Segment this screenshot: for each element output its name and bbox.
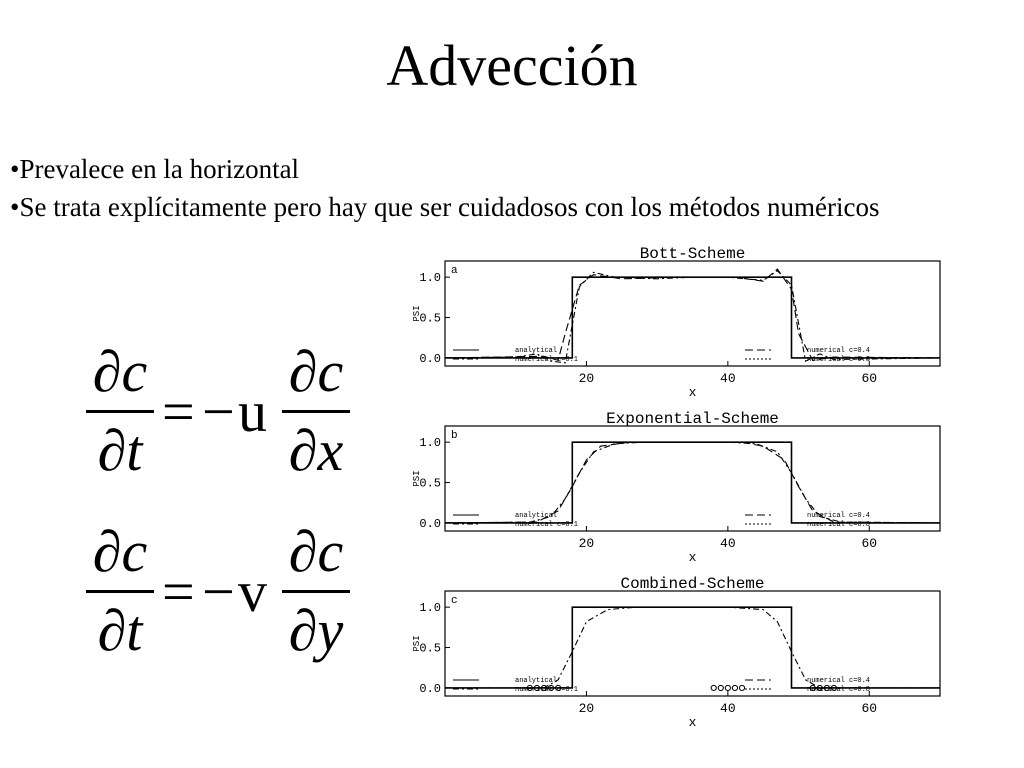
legend-label: numerical c=0.4: [807, 512, 871, 520]
x-tick-label: 40: [720, 536, 736, 551]
panel-label: b: [451, 430, 458, 442]
y-axis-label: PSI: [412, 635, 422, 652]
x-tick-label: 60: [861, 701, 878, 716]
series-line: [445, 442, 940, 523]
bullet-item: •Se trata explícitamente pero hay que ser cuidadosos con los métodos numéricos: [10, 192, 880, 222]
chart-title: Bott-Scheme: [639, 245, 746, 263]
fraction-left: [80, 340, 160, 483]
legend-label: numerical c=0.1: [515, 686, 579, 694]
x-axis-label: x: [688, 385, 697, 400]
minus-sign: −: [202, 559, 235, 624]
chart-panel-a: [412, 245, 940, 400]
fraction-bar: [282, 590, 350, 593]
advection-equation-x: [80, 340, 380, 510]
numerator: ∂c: [288, 339, 344, 404]
legend-label: analytical: [515, 347, 558, 355]
fraction-bar: [86, 590, 154, 593]
y-tick-label: 0.5: [419, 311, 441, 326]
advection-equation-y: [80, 520, 380, 690]
legend-label: numerical c=0.4: [807, 677, 871, 685]
y-tick-label: 0.5: [419, 476, 441, 491]
velocity-coefficient: u: [238, 379, 267, 444]
y-tick-label: 0.0: [419, 351, 441, 366]
y-tick-label: 0.0: [419, 681, 441, 696]
numerator: ∂c: [92, 519, 148, 584]
series-line: [445, 277, 940, 358]
numerator: ∂c: [92, 339, 148, 404]
panel-label: c: [451, 595, 458, 607]
fraction-bar: [282, 410, 350, 413]
fraction-right: [276, 340, 356, 483]
x-tick-label: 60: [861, 371, 878, 386]
x-tick-label: 20: [578, 371, 595, 386]
series-line: [445, 607, 940, 688]
bullet-item: •Prevalece en la horizontal: [10, 154, 300, 184]
legend-label: numerical c=0.8: [807, 356, 871, 364]
series-marker: [725, 685, 730, 690]
fraction-bar: [86, 410, 154, 413]
legend-label: numerical c=0.8: [807, 521, 871, 529]
legend-label: numerical c=0.1: [515, 521, 579, 529]
x-tick-label: 20: [578, 536, 595, 551]
denominator: ∂y: [288, 598, 344, 663]
x-axis-label: x: [688, 715, 697, 730]
series-marker: [739, 685, 744, 690]
series-line: [445, 442, 940, 523]
bullet-list: [10, 150, 1000, 226]
y-axis-label: PSI: [412, 305, 422, 322]
chart-title: Exponential-Scheme: [606, 410, 779, 428]
equals-sign: =: [162, 379, 195, 444]
y-tick-label: 0.5: [419, 641, 441, 656]
x-tick-label: 60: [861, 536, 878, 551]
legend-label: analytical: [515, 512, 558, 520]
series-marker: [732, 685, 737, 690]
legend-label: numerical c=0.1: [515, 356, 579, 364]
y-tick-label: 1.0: [419, 601, 441, 616]
series-marker: [711, 685, 716, 690]
y-axis-label: PSI: [412, 470, 422, 487]
velocity-coefficient: v: [238, 559, 267, 624]
denominator: ∂t: [97, 598, 143, 663]
legend-label: numerical c=0.4: [807, 347, 871, 355]
x-tick-label: 20: [578, 701, 595, 716]
series-marker: [718, 685, 723, 690]
chart-title: Combined-Scheme: [620, 575, 765, 593]
minus-sign: −: [202, 379, 235, 444]
x-tick-label: 40: [720, 701, 736, 716]
equals-sign: =: [162, 559, 195, 624]
series-line: [445, 442, 940, 523]
slide-title: Advección: [386, 33, 638, 98]
y-tick-label: 0.0: [419, 516, 441, 531]
numerator: ∂c: [288, 519, 344, 584]
legend-label: numerical c=0.8: [807, 686, 871, 694]
fraction-right: [276, 520, 356, 663]
series-line: [445, 607, 940, 688]
legend-label: analytical: [515, 677, 558, 685]
x-tick-label: 40: [720, 371, 736, 386]
advection-scheme-charts: [405, 236, 995, 736]
x-axis-label: x: [688, 550, 697, 565]
panel-label: a: [451, 265, 458, 277]
chart-panel-b: [412, 410, 940, 565]
y-tick-label: 1.0: [419, 271, 441, 286]
y-tick-label: 1.0: [419, 436, 441, 451]
fraction-left: [80, 520, 160, 663]
denominator: ∂t: [97, 418, 143, 483]
chart-panel-c: [412, 575, 940, 730]
denominator: ∂x: [288, 418, 344, 483]
